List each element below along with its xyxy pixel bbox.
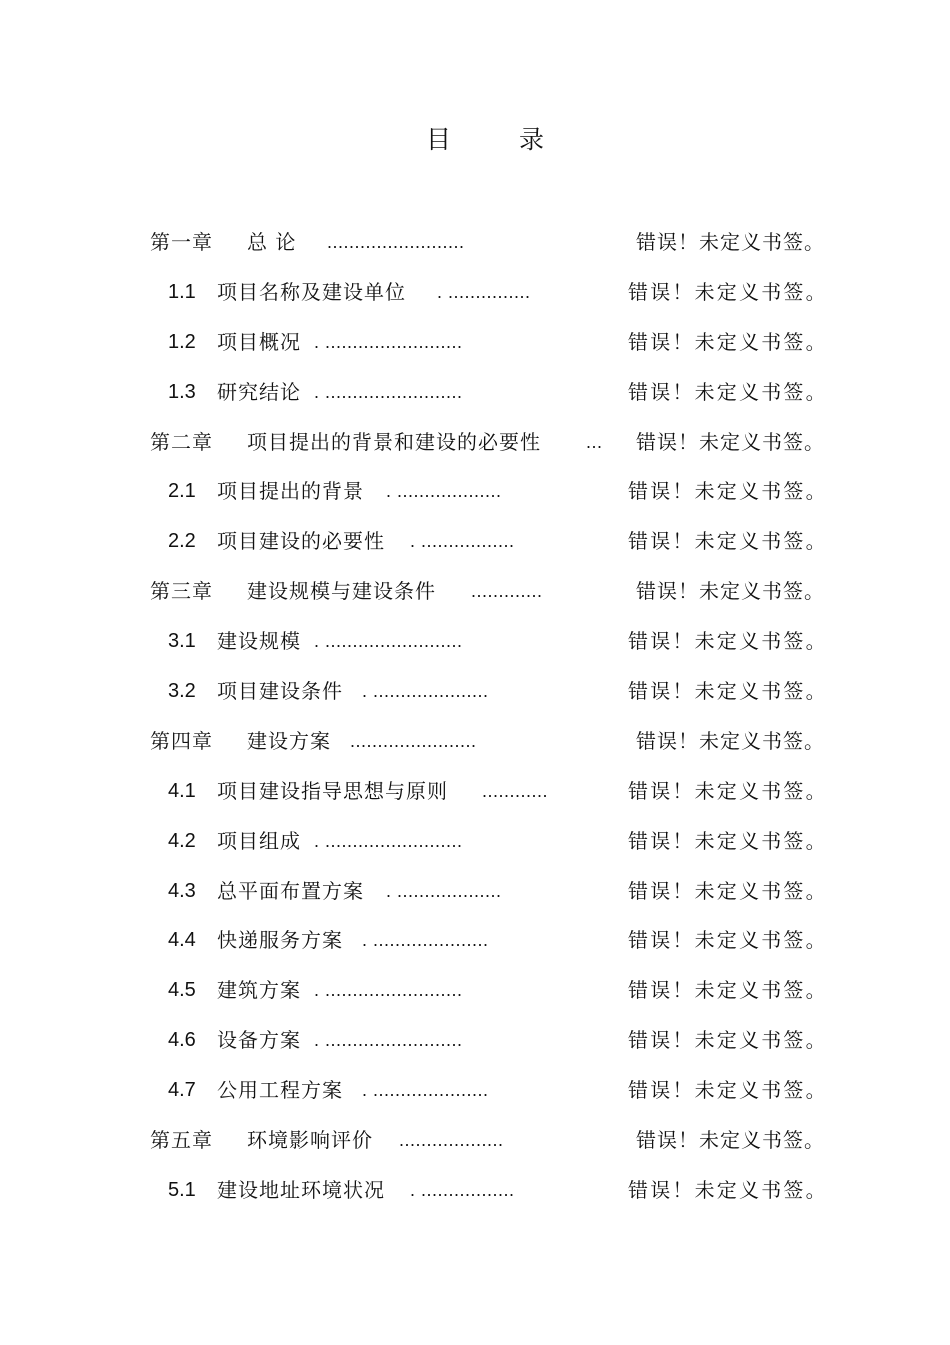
toc-entry-leader: . .........................: [314, 1030, 463, 1051]
toc-entry-number: 第五章: [150, 1128, 213, 1153]
toc-entry-title: 公用工程方案: [217, 1078, 343, 1103]
toc-entry-page-ref: 错误！未定义书签。: [628, 1177, 828, 1202]
toc-entry-page-ref: 错误！未定义书签。: [628, 279, 828, 304]
toc-entry[interactable]: [0, 671, 950, 721]
toc-entry-number: 3.1: [168, 630, 196, 653]
toc-entry-title: 项目提出的背景: [217, 479, 364, 504]
toc-entry[interactable]: [0, 422, 950, 472]
toc-entry-number: 4.5: [168, 979, 196, 1002]
toc-entry-page-ref: 错误！未定义书签。: [628, 1078, 828, 1103]
toc-entry-leader: . .....................: [362, 1080, 489, 1101]
toc-entry-page-ref: 错误！未定义书签。: [628, 379, 828, 404]
toc-entry[interactable]: [0, 970, 950, 1020]
toc-list: [0, 222, 950, 1220]
toc-entry-number: 第三章: [150, 579, 213, 604]
toc-entry-title: 项目概况: [217, 329, 301, 354]
toc-entry[interactable]: [0, 621, 950, 671]
toc-entry-page-ref: 错误！未定义书签。: [628, 778, 828, 803]
toc-entry-title: 项目建设指导思想与原则: [217, 778, 448, 803]
toc-entry-leader: . .........................: [314, 631, 463, 652]
toc-entry-number: 1.1: [168, 280, 196, 303]
toc-entry-page-ref: 错误！未定义书签。: [636, 728, 825, 753]
toc-entry-page-ref: 错误！未定义书签。: [636, 429, 825, 454]
toc-entry-leader: . .........................: [314, 830, 463, 851]
toc-entry[interactable]: [0, 920, 950, 970]
toc-entry-number: 1.2: [168, 330, 196, 353]
toc-entry-title: 总平面布置方案: [217, 878, 364, 903]
toc-entry-page-ref: 错误！未定义书签。: [628, 928, 828, 953]
toc-entry-page-ref: 错误！未定义书签。: [628, 878, 828, 903]
toc-entry-title: 研究结论: [217, 379, 301, 404]
toc-entry-leader: .........................: [327, 232, 465, 252]
toc-entry-page-ref: 错误！未定义书签。: [636, 579, 825, 604]
toc-entry[interactable]: [0, 821, 950, 871]
toc-entry-leader: ...................: [399, 1130, 504, 1151]
toc-entry-leader: . .................: [410, 1179, 515, 1200]
toc-entry-page-ref: 错误！未定义书签。: [628, 828, 828, 853]
toc-entry-number: 4.7: [168, 1079, 196, 1102]
toc-entry[interactable]: [0, 322, 950, 372]
toc-entry-number: 4.2: [168, 829, 196, 852]
toc-entry-page-ref: 错误！未定义书签。: [628, 629, 828, 654]
toc-entry-page-ref: 错误！未定义书签。: [628, 479, 828, 504]
toc-entry-title: 快递服务方案: [217, 928, 343, 953]
toc-entry[interactable]: [0, 721, 950, 771]
toc-entry[interactable]: [0, 521, 950, 571]
toc-entry-leader: . .........................: [314, 331, 463, 352]
toc-entry-number: 4.3: [168, 879, 196, 902]
toc-entry-title: 项目提出的背景和建设的必要性: [247, 429, 541, 454]
toc-entry-leader: .............: [471, 581, 543, 602]
toc-entry-title: 总 论: [247, 230, 297, 254]
toc-entry-page-ref: 错误！未定义书签。: [628, 329, 828, 354]
toc-entry-title: 环境影响评价: [247, 1128, 373, 1153]
toc-entry-number: 3.2: [168, 680, 196, 703]
toc-entry[interactable]: [0, 871, 950, 921]
toc-entry-title: 建设地址环境状况: [217, 1177, 385, 1202]
toc-entry-number: 5.1: [168, 1178, 196, 1201]
toc-entry-leader: . ...................: [386, 481, 502, 502]
toc-entry[interactable]: [0, 1020, 950, 1070]
toc-entry-title: 项目建设的必要性: [217, 529, 385, 554]
toc-entry-title: 项目组成: [217, 828, 301, 853]
toc-entry-number: 4.4: [168, 929, 196, 952]
toc-entry[interactable]: [0, 372, 950, 422]
toc-entry-page-ref: 错误！未定义书签。: [628, 1028, 828, 1053]
toc-entry-number: 2.2: [168, 530, 196, 553]
toc-entry-number: 4.1: [168, 779, 196, 802]
toc-entry-page-ref: 错误！未定义书签。: [636, 230, 825, 254]
toc-entry-title: 建设规模与建设条件: [247, 579, 436, 604]
toc-entry[interactable]: [0, 1120, 950, 1170]
toc-entry-title: 项目建设条件: [217, 679, 343, 704]
toc-entry-title: 设备方案: [217, 1028, 301, 1053]
toc-entry-title: 建设方案: [247, 728, 331, 753]
toc-title: 目 录: [426, 125, 574, 154]
toc-entry-number: 4.6: [168, 1029, 196, 1052]
toc-entry[interactable]: [0, 771, 950, 821]
toc-entry-title: 项目名称及建设单位: [217, 279, 406, 304]
toc-entry-leader: ...: [586, 431, 603, 452]
toc-entry[interactable]: [0, 272, 950, 322]
toc-entry-title: 建筑方案: [217, 978, 301, 1003]
toc-entry-number: 第二章: [150, 429, 213, 454]
toc-entry-number: 2.1: [168, 480, 196, 503]
toc-entry-leader: . ...............: [437, 281, 531, 302]
toc-entry-leader: . ...................: [386, 880, 502, 901]
toc-entry[interactable]: [0, 1070, 950, 1120]
toc-entry-page-ref: 错误！未定义书签。: [636, 1128, 825, 1153]
toc-entry[interactable]: [0, 222, 950, 272]
toc-entry-page-ref: 错误！未定义书签。: [628, 978, 828, 1003]
toc-entry-number: 第四章: [150, 728, 213, 753]
toc-entry-number: 第一章: [150, 230, 213, 254]
toc-entry-title: 建设规模: [217, 629, 301, 654]
toc-entry-page-ref: 错误！未定义书签。: [628, 679, 828, 704]
toc-entry-leader: . .........................: [314, 980, 463, 1001]
toc-entry[interactable]: [0, 471, 950, 521]
toc-entry-leader: . .....................: [362, 930, 489, 951]
toc-entry-leader: . .................: [410, 531, 515, 552]
toc-entry[interactable]: [0, 1170, 950, 1220]
toc-entry-leader: . .........................: [314, 381, 463, 402]
toc-entry[interactable]: [0, 571, 950, 621]
toc-entry-leader: . .....................: [362, 681, 489, 702]
toc-entry-page-ref: 错误！未定义书签。: [628, 529, 828, 554]
toc-entry-leader: ............: [482, 780, 549, 801]
toc-entry-leader: .......................: [350, 730, 477, 751]
toc-entry-number: 1.3: [168, 380, 196, 403]
